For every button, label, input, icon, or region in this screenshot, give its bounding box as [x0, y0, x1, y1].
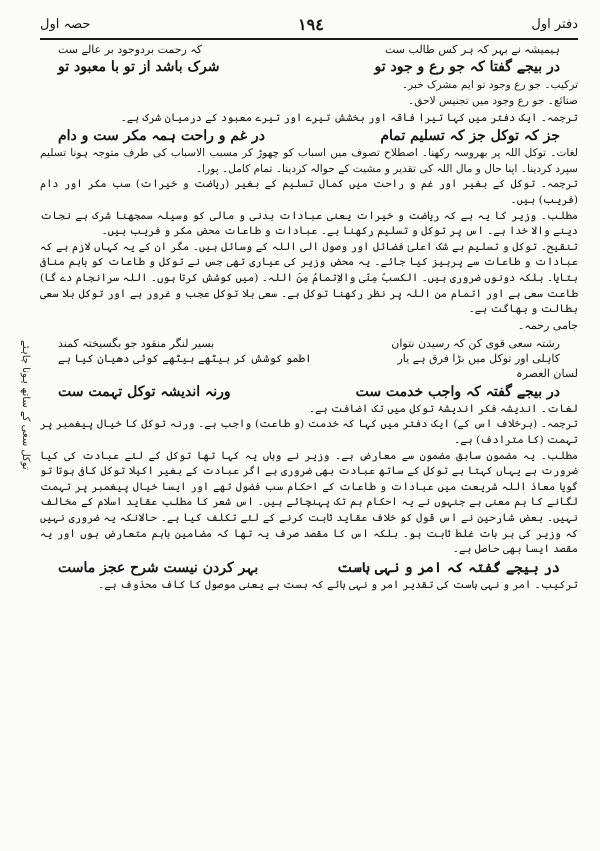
verse-3-line-2: [40, 351, 578, 366]
page-header: [40, 10, 578, 40]
tanqeeh: تنقیح۔ توکل و تسلیم بے شک اعلیٰ فضائل اور وصول الی اللہ کے وسائل ہیں۔ مگر ان کے یہ کہاں لازم ہے کہ عبادات و طاعات سے پرہیز کیا جائے۔ یہ محض وزیر کی عیاری تھی جس نے توکل و طاعات کو باہم منافی بتایا۔ بلکہ دونوں ضروری ہیں۔ الکسبُ مِنّی والاِتمامُ مِنَ اللہ۔ (میں کوشش کرتا ہوں۔ اللہ سرانجام دے گا) طاعت سعی ہے اور اتمام من اللہ پر نظر رکھنا توکل ہے۔ سعی بلا توکل عجب و غرور ہے اور توکل بلا سعی بطالت و بھاگت ہے۔: [40, 240, 578, 316]
matlab-1: مطلب۔ وزیر کا یہ ہے کہ ریاضت و خیرات یعنی عبادات بدنی و مالی کو وسیلہ سمجھنا شرک ہے نجات دینے والا خدا ہے۔ اس پر توکل و تسلیم رکھنا ہے۔ عبادات و طاعات محض مکر و فریب ہیں۔: [40, 209, 578, 238]
verse-2-left: در غم و راحت ہمہ مکر ست و دام: [58, 128, 265, 145]
page-number: ١٩٤: [298, 14, 324, 34]
verse-3-left-2: اطمو کوشش کر بیٹھے بیٹھے کوئی دھیان کیا ہے: [58, 351, 312, 365]
verse-block-3: [40, 336, 578, 382]
tarkeeb-1: ترکیب۔ جو رع وجود تو ایم مشرک خبر۔: [401, 79, 578, 91]
lughat-2: لغات۔ اندیشہ فکر اندیشۂ توکل میں تک اضافت ہے۔: [308, 402, 578, 415]
lughat-1: لغات۔ توکل اللہ پر بھروسہ رکھنا۔ اصطلاح تصوف میں اسباب کو چھوڑ کر مسبب الاسباب کی طرف متوجہ ہونا تسلیم سپرد کردینا۔ اپنا حال و مال اللہ کی تقدیر و مشیت کے حوالہ کردینا۔ تمام کامل۔ پورا۔: [40, 147, 578, 175]
verse-1: [40, 57, 578, 77]
note-left: کہ رحمت بردوجود بر عالے ست: [58, 43, 203, 56]
tarjuma-1: ترجمہ۔ ایک دفتر میں کہا تیرا فاقہ اور بخشش تیرے اور تیرے معبود کے درمیان شرک ہے۔: [120, 111, 578, 124]
tarjuma-2: ترجمہ۔ توکل کے بغیر اور غم و راحت میں کمال تسلیم کے بغیر (ریاضت و خیرات) سب مکر اور دام (فریب) ہیں۔: [40, 178, 578, 206]
tarjuma-3: ترجمہ۔ (برخلاف اس کے) ایک دفتر میں کہا کہ خدمت (و طاعت) واجب ہے۔ ورنہ توکل کا خیال پیغمبر پر تہمت (کا مترادف) ہے۔: [40, 418, 578, 446]
sanaye-1: صنائع۔ جو رع وجود میں تجنیس لاحق۔: [408, 95, 578, 108]
note-right: ہیمیشہ نے بہر کہ ہر کس طالب ست: [385, 43, 560, 56]
verse-3-right-2: کاہلی اور توکل میں بڑا فرق ہے یار: [397, 351, 560, 365]
verse-5-left: بہر کردن نیست شرح عجز ماست: [58, 559, 259, 576]
verse-1-right: در بیجے گفتا کہ جو رع و جود تو: [374, 59, 560, 75]
verse-4-left: ورنہ اندیشہ توکل تہمت ست: [58, 383, 231, 400]
verse-3-right-1: رشتہ سعی قوی کن کہ رسیدن نتوان: [391, 336, 560, 350]
verse-2-right: جز کہ توکل جز کہ تسلیم تمام: [380, 128, 560, 145]
verse-3-left-1: بسیر لنگر منقود جو بگسیختہ کمند: [58, 336, 215, 350]
verse-5-right: در بیجے گفتہ کہ امر و نہی ہاست: [337, 559, 560, 576]
verse-4: [40, 382, 578, 402]
part-label: حصہ اول: [40, 16, 91, 32]
jami-label: جامی رحمہ۔: [517, 318, 578, 332]
verse-4-right: در بیجے گفتہ کہ واجب خدمت ست: [355, 383, 560, 400]
verse-2: [40, 126, 578, 146]
verse-1-note: [40, 42, 578, 57]
lisan-ul-asr-label: لسان العصرہ: [516, 366, 578, 380]
verse-1-left: شرک باشد از تو با معبود تو: [58, 59, 220, 75]
verse-block-1: [40, 42, 578, 77]
matlab-2: مطلب۔ یہ مضمون سابق مضمون سے معارض ہے۔ وزیر نے وہاں یہ کہا تھا توکل کے لئے عبادت کی کیا ضرورت ہے یہاں کہتا ہے توکل کے ساتھ عبادت بھی ضروری ہے اگر عبادت کے بغیر اکیلا توکل کافی ہوتا تو گویا معاذ اللہ شریعت میں عبادات و طاعات کے احکام سب فضول تھے اور ایسا خیال پیغمبر پر تہمت لگانے کا ہم معنی ہے جنہوں نے یہ احکام ہم تک پہنچائے ہیں۔ اس شعر کا مطلب عقاید اسلام کے مخالف نہیں۔ بعض شارحین نے اس قول کو خلاف عقاید ثابت کرنے کے لئے تکلف کیا ہے۔ حالانکہ یہ ضروری نہیں کہ وزیر کی ہر بات غلط ثابت ہو۔ بلکہ اس کا مقصد صرف یہ تھا کہ مضامین باہم متعارض ہوں اور یہ مقصد ایسا بھی حاصل ہے۔: [40, 449, 578, 556]
tarkeeb-2: ترکیب۔ امر و نہی ہاست کی تقدیر امر و نہی ہائے کہ ہست ہے یعنی موصول کا کاف محذوف ہے۔: [98, 578, 578, 591]
verse-5: [40, 558, 578, 578]
margin-note: توکل سعی کے ساتھ ہونا چاہئے: [20, 340, 31, 470]
book-title: دفتر اول: [531, 16, 578, 32]
verse-3-line-1: [40, 336, 578, 351]
